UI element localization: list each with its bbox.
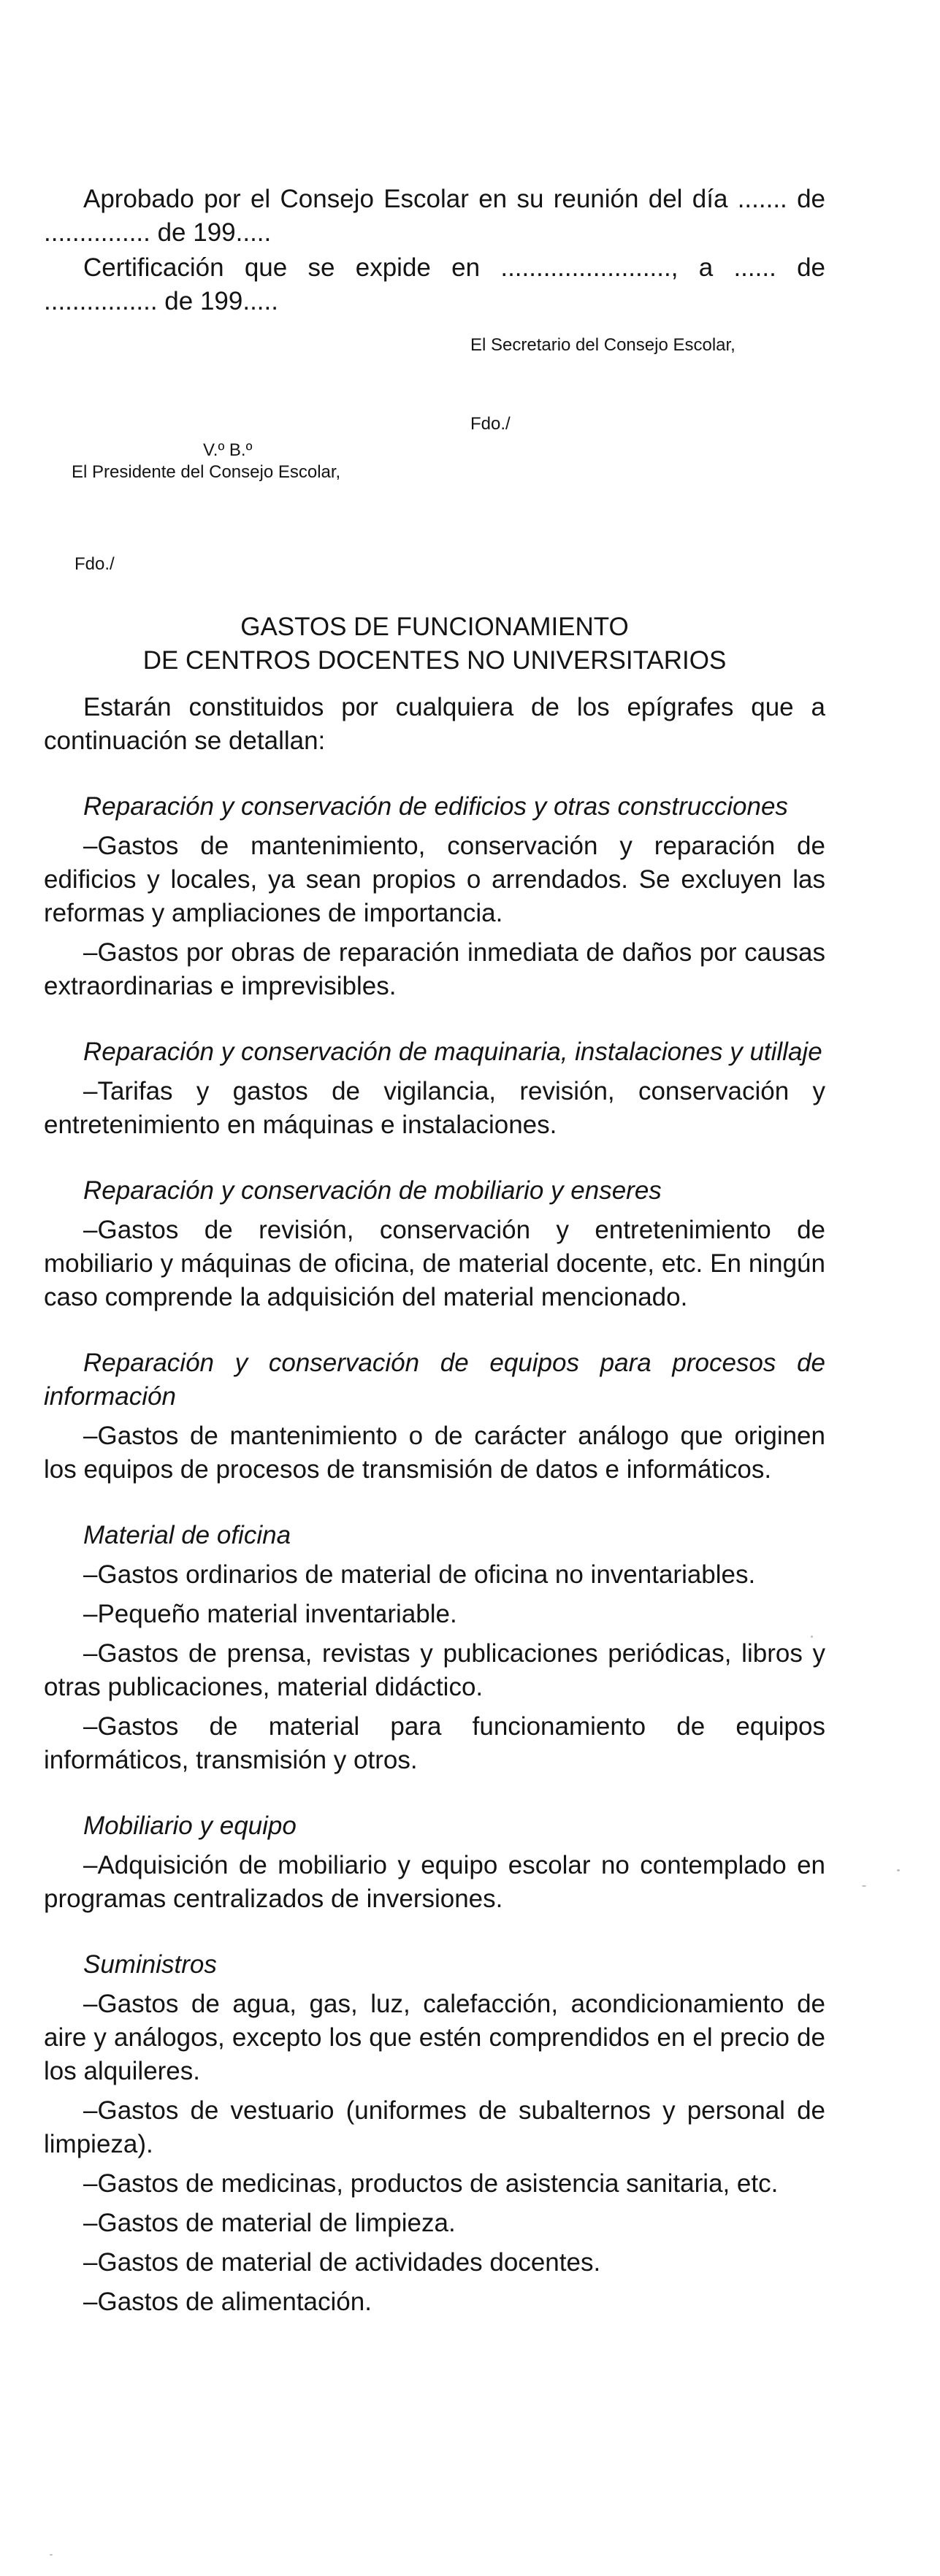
section-title: Reparación y conservación de maquinaria, instalaciones y utillaje (83, 1038, 822, 1066)
secretary-title: El Secretario del Consejo Escolar, (470, 335, 735, 355)
heading-line-1: GASTOS DE FUNCIONAMIENTO (240, 613, 629, 641)
secretary-signature-fdo: Fdo./ (470, 414, 511, 434)
section-title: Reparación y conservación de equipos para procesos de información (44, 1349, 825, 1411)
expense-sections (44, 790, 825, 2319)
section-title: Mobiliario y equipo (83, 1812, 297, 1840)
scan-speck (897, 1869, 900, 1871)
expense-section (44, 1809, 825, 1916)
section-title: Reparación y conservación de edificios y otras construcciones (83, 792, 788, 821)
visto-bueno: V.º B.º (203, 440, 253, 460)
certification-text: Certificación que se expide en ........................, a ...... de ................ de 199..... (44, 253, 825, 315)
section-item: –Gastos de material de limpieza. (83, 2209, 456, 2237)
section-item: –Gastos de mantenimiento, conservación y reparación de edificios y locales, ya sean propios o arrendados. Se excluyen las reformas y ampliaciones de importancia. (44, 832, 825, 927)
section-item: –Gastos de material para funcionamiento de equipos informáticos, transmisión y otros. (44, 1712, 825, 1774)
intro-paragraph: Estarán constituidos por cualquiera de los epígrafes que a continuación se detallan: (44, 693, 825, 755)
section-item: –Gastos de revisión, conservación y entretenimiento de mobiliario y máquinas de oficina, de material docente, etc. En ningún caso comprende la adquisición del material mencionado. (44, 1216, 825, 1311)
section-item: –Gastos de alimentación. (83, 2288, 372, 2316)
expense-section (44, 1174, 825, 1314)
section-item: –Gastos ordinarios de material de oficina no inventariables. (83, 1560, 756, 1589)
section-item: –Gastos por obras de reparación inmediata de daños por causas extraordinarias e imprevisibles. (44, 938, 825, 1000)
expense-section (44, 790, 825, 1003)
heading-line-2: DE CENTROS DOCENTES NO UNIVERSITARIOS (142, 646, 727, 675)
section-item: –Tarifas y gastos de vigilancia, revisión, conservación y entretenimiento en máquinas e instalaciones. (44, 1077, 825, 1139)
document-page (44, 183, 825, 2319)
expense-section (44, 1346, 825, 1487)
section-item: –Gastos de agua, gas, luz, calefacción, acondicionamiento de aire y análogos, excepto los que estén comprendidos en el precio de los alquileres. (44, 1990, 825, 2085)
section-item: –Gastos de vestuario (uniformes de subalternos y personal de limpieza). (44, 2096, 825, 2158)
scan-speck (811, 1636, 813, 1638)
expense-section (44, 1948, 825, 2319)
expense-section (44, 1519, 825, 1777)
approval-text: Aprobado por el Consejo Escolar en su reunión del día ....... de ............... de 199..... (44, 185, 825, 247)
section-item: –Adquisición de mobiliario y equipo escolar no contemplado en programas centralizados de inversiones. (44, 1851, 825, 1913)
section-item: –Pequeño material inventariable. (83, 1600, 457, 1628)
scan-speck (50, 2554, 53, 2556)
president-signature-fdo: Fdo./ (74, 554, 115, 574)
section-item: –Gastos de prensa, revistas y publicaciones periódicas, libros y otras publicaciones, material didáctico. (44, 1639, 825, 1701)
section-title: Suministros (83, 1950, 217, 1979)
section-title: Material de oficina (83, 1521, 291, 1549)
signature-block (44, 413, 825, 575)
section-item: –Gastos de medicinas, productos de asistencia sanitaria, etc. (83, 2169, 779, 2198)
page-title (44, 610, 825, 678)
expense-section (44, 1035, 825, 1142)
scan-speck (862, 1885, 866, 1887)
section-title: Reparación y conservación de mobiliario y enseres (83, 1176, 662, 1205)
president-title: El Presidente del Consejo Escolar, (72, 462, 341, 482)
section-item: –Gastos de mantenimiento o de carácter análogo que originen los equipos de procesos de transmisión de datos e informáticos. (44, 1422, 825, 1484)
section-item: –Gastos de material de actividades docentes. (83, 2248, 601, 2277)
